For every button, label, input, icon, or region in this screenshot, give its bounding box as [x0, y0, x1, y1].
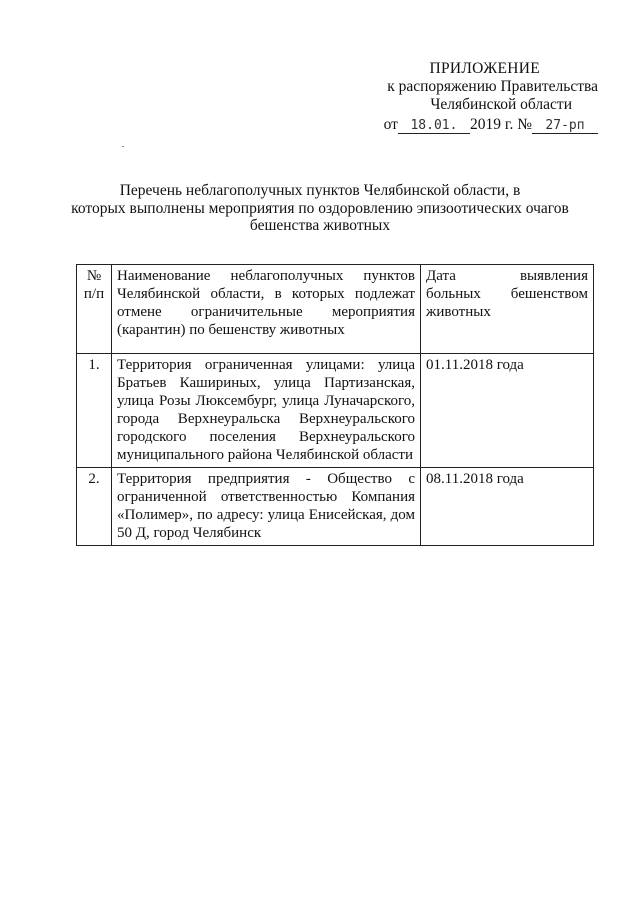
- points-table: [76, 264, 594, 546]
- table-row: [77, 468, 594, 546]
- appendix-block: [384, 60, 598, 134]
- header-date: Дата выявления больных бешенством животных: [421, 265, 594, 354]
- date-prefix: от: [383, 116, 398, 133]
- appendix-line-1: к распоряжению Правительства: [387, 78, 598, 95]
- row-name: Территория ограниченная улицами: улица Братьев Кашириных, улица Партизанская, улица Розы Люксембург, улица Луначарского, города Верхнеуральска Верхнеуральского городского поселения Верхнеуральского муниципального района Челябинской области: [112, 354, 421, 468]
- row-date: 01.11.2018 года: [421, 354, 594, 468]
- table-header-row: [77, 265, 594, 354]
- heading-line-1: Перечень неблагополучных пунктов Челябинской области, в: [119, 182, 521, 199]
- row-date: 08.11.2018 года: [421, 468, 594, 546]
- document-heading: [71, 182, 569, 235]
- heading-line-3: бешенства животных: [249, 217, 391, 234]
- scan-dot: [122, 146, 124, 147]
- year-text: 2019 г. №: [469, 116, 532, 133]
- appendix-date-line: [384, 116, 598, 134]
- heading-line-2: которых выполнены мероприятия по оздоровлению эпизоотических очагов: [71, 199, 569, 217]
- row-number: 2.: [77, 468, 112, 546]
- appendix-line-2: Челябинской области: [430, 96, 572, 113]
- date-value: 18.01.: [398, 118, 470, 134]
- row-number: 1.: [77, 354, 112, 468]
- appendix-title: ПРИЛОЖЕНИЕ: [429, 60, 540, 77]
- header-name: Наименование неблагополучных пунктов Челябинской области, в которых подлежат отмене ограничительные мероприятия (карантин) по бешенству животных: [112, 265, 421, 354]
- table-row: [77, 354, 594, 468]
- row-name: Территория предприятия - Общество с ограниченной ответственностью Компания «Полимер», по адресу: улица Енисейская, дом 50 Д, город Челябинск: [112, 468, 421, 546]
- order-number: 27-рп: [532, 118, 598, 134]
- header-number: № п/п: [77, 265, 112, 354]
